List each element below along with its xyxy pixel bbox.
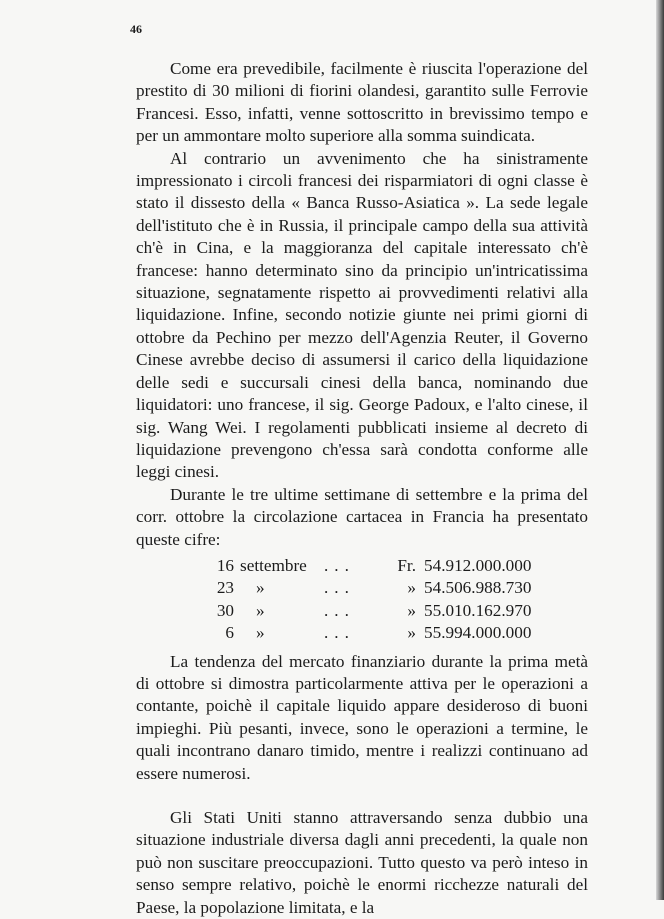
table-row [198, 555, 588, 577]
row-month: » [256, 578, 265, 598]
page-edge-shadow [656, 0, 664, 900]
circulation-table [198, 555, 588, 645]
row-day: 23 [216, 578, 234, 598]
row-value: 54.506.988.730 [424, 578, 532, 598]
row-day: 30 [216, 600, 234, 620]
paragraph-2: Al contrario un avvenimento che ha sinistramente impressionato i circoli francesi dei risparmiatori di ogni classe è stato il dissesto della « Banca Russo-Asiatica ». La sede legale dell'istituto che è in Russia, il principale campo della sua attività ch'è in Cina, e la maggioranza del capitale interessato ch'è francese: hanno determinato sino da principio un'intricatissima situazione, segnatamente rispetto ai provvedimenti relativi alla liquidazione. Infine, secondo notizie giunte nei primi giorni di ottobre da Pechino per mezzo dell'Agenzia Reuter, il Governo Cinese avrebbe deciso di assumersi il carico della liquidazione delle sedi e succursali cinesi della banca, nominando due liquidatori: uno francese, il sig. George Padoux, e l'alto cinese, il sig. Wang Wei. I regolamenti pubblicati insieme al decreto di liquidazione prevengono ch'essa sarà condotta conforme alle leggi cinesi. [136, 148, 588, 482]
page-body [136, 58, 588, 919]
row-value: 54.912.000.000 [424, 555, 532, 575]
row-month: settembre [240, 555, 307, 575]
row-dots: ... [324, 600, 355, 620]
table-row [198, 622, 588, 644]
paragraph-3: Durante le tre ultime settimane di settembre e la prima del corr. ottobre la circolazione cartacea in Francia ha presentato queste cifre: [136, 484, 588, 549]
row-day: 6 [225, 623, 234, 643]
paragraph-4: La tendenza del mercato finanziario durante la prima metà di ottobre si dimostra particolarmente attiva per le operazioni a contante, poichè il capitale liquido appare desideroso di buoni impieghi. Più pesanti, invece, sono le operazioni a termine, le quali incontrano danaro timido, mentre i realizzi continuano ad essere numerosi. [136, 651, 588, 783]
row-currency: Fr. [397, 555, 416, 575]
row-dots: ... [324, 578, 355, 598]
table-row [198, 600, 588, 622]
row-currency: » [407, 578, 416, 598]
row-currency: » [407, 623, 416, 643]
paragraph-5: Gli Stati Uniti stanno attraversando senza dubbio una situazione industriale diversa dagli anni precedenti, la quale non può non suscitare preoccupazioni. Tutto questo va però inteso in senso sempre relativo, poichè le enormi ricchezze naturali del Paese, la popolazione limitata, e la [136, 807, 588, 917]
row-value: 55.994.000.000 [424, 623, 532, 643]
row-dots: ... [324, 623, 355, 643]
row-currency: » [407, 600, 416, 620]
row-dots: ... [324, 555, 355, 575]
row-month: » [256, 600, 265, 620]
row-day: 16 [216, 555, 234, 575]
paragraph-1: Come era prevedibile, facilmente è riuscita l'operazione del prestito di 30 milioni di fiorini olandesi, garantito sulle Ferrovie Francesi. Esso, infatti, venne sottoscritto in brevissimo tempo e per un ammontare molto superiore alla somma suindicata. [136, 59, 588, 146]
section-gap [136, 785, 588, 807]
row-month: » [256, 623, 265, 643]
table-row [198, 577, 588, 599]
row-value: 55.010.162.970 [424, 600, 532, 620]
page-number: 46 [130, 22, 142, 36]
